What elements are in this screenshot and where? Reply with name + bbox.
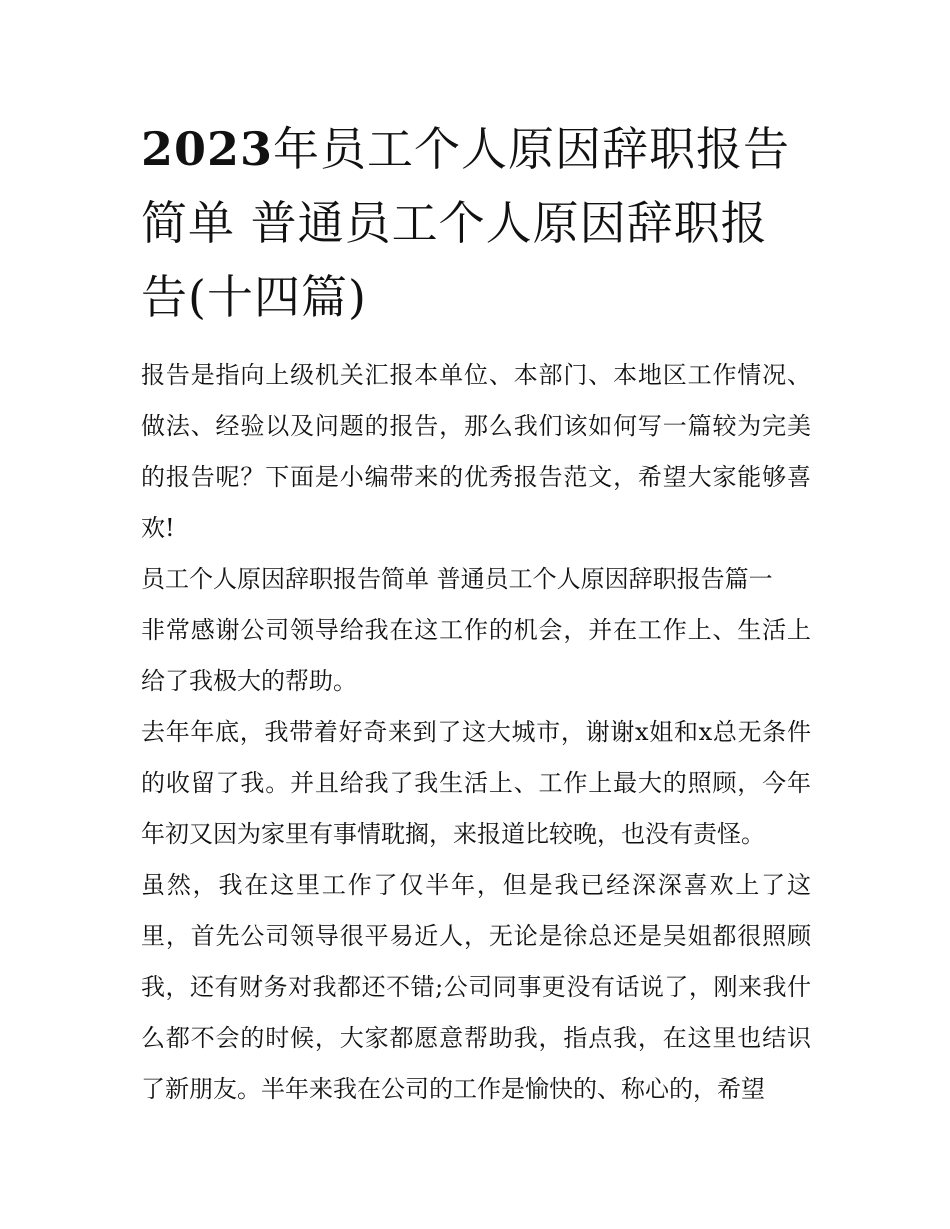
section-heading: 员工个人原因辞职报告简单 普通员工个人原因辞职报告篇一 [141,565,773,593]
title-year: 2023 [141,122,274,176]
title-text: 年员工个人原因辞职报告简单 普通员工个人原因辞职报告(十四篇) [141,122,791,324]
body-paragraph-arrival: 去年年底，我带着好奇来到了这大城市，谢谢x姐和x总无条件的收留了我。并且给我了我生活上、工作上最大的照顾，今年年初又因为家里有事情耽搁，来报道比较晚，也没有责怪。 [141,718,811,848]
body-paragraph-thanks: 非常感谢公司领导给我在这工作的机会，并在工作上、生活上给了我极大的帮助。 [141,616,811,695]
body-paragraph-experience: 虽然，我在这里工作了仅半年，但是我已经深深喜欢上了这里，首先公司领导很平易近人，无论是徐总还是吴姐都很照顾我，还有财务对我都还不错;公司同事更没有话说了，刚来我什么都不会的时候，大家都愿意帮助我，指点我，在这里也结识了新朋友。半年来我在公司的工作是愉快的、称心的，希望 [141,871,811,1103]
intro-paragraph: 报告是指向上级机关汇报本单位、本部门、本地区工作情况、做法、经验以及问题的报告，那么我们该如何写一篇较为完美的报告呢？下面是小编带来的优秀报告范文，希望大家能够喜欢! [141,361,811,542]
document-content [141,112,811,1115]
document-title [141,112,811,334]
